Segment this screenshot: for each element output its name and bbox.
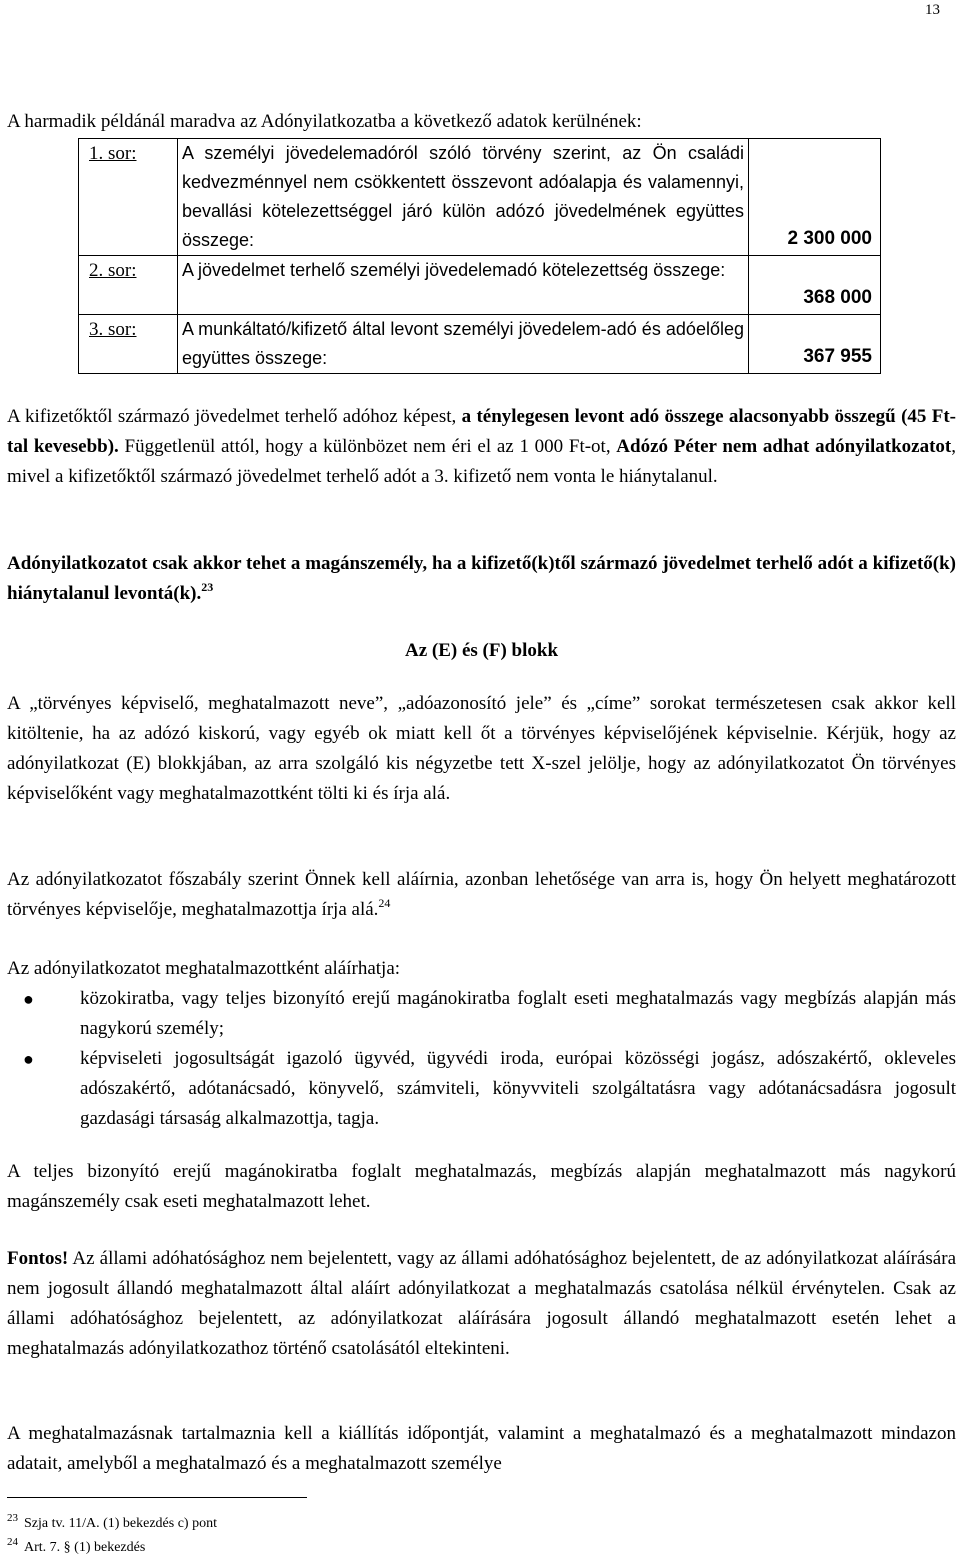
table-row xyxy=(79,315,881,374)
page-number: 13 xyxy=(925,2,940,18)
row-label: 3. sor: xyxy=(89,319,137,340)
table-row xyxy=(79,256,881,315)
list-item: ● közokiratba, vagy teljes bizonyító erejű magánokiratba foglalt eseti meghatalmazás vagy megbízás alapján más nagykorú személy; xyxy=(80,984,956,1044)
paragraph-deduction: A kifizetőktől származó jövedelmet terhelő adóhoz képest, a ténylegesen levont adó összege alacsonyabb összegű (45 Ft-tal kevesebb). Függetlenül attól, hogy a különbözet nem éri el az 1 000 Ft-ot, Adózó Péter nem adhat adónyilatkozatot, mivel a kifizetőktől származó jövedelmet terhelő adót a 3. kifizető nem vonta le hiánytalanul. xyxy=(7,406,956,487)
row-value: 2 300 000 xyxy=(749,139,881,256)
footnote: $^{24}$ Art. 7. § (1) bekezdés xyxy=(7,1536,146,1555)
paragraph-representative: A „törvényes képviselő, meghatalmazott neve”, „adóazonosító jele” és „címe” sorokat természetesen csak akkor kell kitöltenie, ha az adózó kiskorú, vagy egyéb ok miatt kell őt a törvényes képviselőjének képviselnie. Kérjük, hogy az adónyilatkozat (E) blokkjában, az arra szolgáló kis négyzetbe tett X-szel jelölje, hogy az adónyilatkozatot Ön törvényes képviselőként vagy meghatalmazottként tölti ki és írja alá. xyxy=(7,693,956,804)
row-description: A munkáltató/kifizető által levont személyi jövedelem-adó és adóelőleg együttes összege: xyxy=(178,315,749,374)
footnote-ref[interactable]: 23 xyxy=(201,580,214,594)
bullet-icon: ● xyxy=(23,989,34,1009)
paragraph-important: Fontos! Az állami adóhatósághoz nem bejelentett, vagy az állami adóhatósághoz bejelentett, de az adónyilatkozat aláírására nem jogosult állandó meghatalmazott által aláírt adónyilatkozat a meghatalmazás csatolása nélkül érvénytelen. Csak az állami adóhatósághoz bejelentett, az adónyilatkozat aláírására jogosult állandó meghatalmazott esetén lehet a meghatalmazás adónyilatkozathoz történő csatolásától eltekinteni. xyxy=(7,1248,956,1359)
row-description: A személyi jövedelemadóról szóló törvény szerint, az Ön családi kedvezménnyel nem csökkentett összevont adóalapja és valamennyi, bevallási kötelezettséggel járó külön adózó jövedelmének együttes összege: xyxy=(178,139,749,256)
intro-paragraph: A harmadik példánál maradva az Adónyilatkozatba a következő adatok kerülnének: xyxy=(7,111,642,132)
table-row xyxy=(79,139,881,256)
paragraph-condition: Adónyilatkozatot csak akkor tehet a magánszemély, ha a kifizető(k)től származó jövedelmet terhelő adót a kifizető(k) hiánytalanul levontá(k).$^{23}$ xyxy=(7,553,956,604)
footnote: $^{23}$ Szja tv. 11/A. (1) bekezdés c) pont xyxy=(7,1512,217,1531)
paragraph-authorization-content: A meghatalmazásnak tartalmaznia kell a kiállítás időpontját, valamint a meghatalmazó és a meghatalmazott mindazon adatait, amelyből a meghatalmazó és a meghatalmazott személye xyxy=(7,1423,956,1474)
declaration-rows-table xyxy=(78,138,881,374)
footnote-divider xyxy=(7,1497,307,1498)
row-value: 367 955 xyxy=(749,315,881,374)
paragraph-signers-intro: Az adónyilatkozatot meghatalmazottként aláírhatja: ● közokiratba, vagy teljes bizonyító erejű magánokiratba foglalt eseti meghatalmazás vagy megbízás alapján más nagykorú személy; ● képviseleti jogosultságát igazoló ügyvéd, ügyvédi iroda, európai közösségi jogász, adószakértő, okleveles adószakértő, adótanácsadó, könyvelő, számviteli, könyvviteli szolgáltatásra vagy adótanácsadásra jogosult gazdasági társaság alkalmazottja, tagja. xyxy=(7,954,956,1134)
row-label: 1. sor: xyxy=(89,143,137,164)
paragraph-signature: Az adónyilatkozatot főszabály szerint Önnek kell aláírnia, azonban lehetősége van arra is, hogy Ön helyett meghatározott törvényes képviselője, meghatalmazottja írja alá.$^{24}$ xyxy=(7,869,956,920)
row-description: A jövedelmet terhelő személyi jövedelemadó kötelezettség összege: xyxy=(178,256,749,315)
signer-list xyxy=(7,984,956,1134)
bullet-icon: ● xyxy=(23,1049,34,1069)
section-heading: Az (E) és (F) blokk xyxy=(404,640,559,661)
footnote-ref[interactable]: 24 xyxy=(378,896,391,910)
row-value: 368 000 xyxy=(749,256,881,315)
list-item: ● képviseleti jogosultságát igazoló ügyvéd, ügyvédi iroda, európai közösségi jogász, adószakértő, okleveles adószakértő, adótanácsadó, könyvelő, számviteli, könyvviteli szolgáltatásra vagy adótanácsadásra jogosult gazdasági társaság alkalmazottja, tagja. xyxy=(80,1044,956,1134)
paragraph-proxy: A teljes bizonyító erejű magánokiratba foglalt meghatalmazás, megbízás alapján meghatalmazott más nagykorú magánszemély csak eseti meghatalmazott lehet. xyxy=(7,1161,956,1212)
row-label: 2. sor: xyxy=(89,260,137,281)
